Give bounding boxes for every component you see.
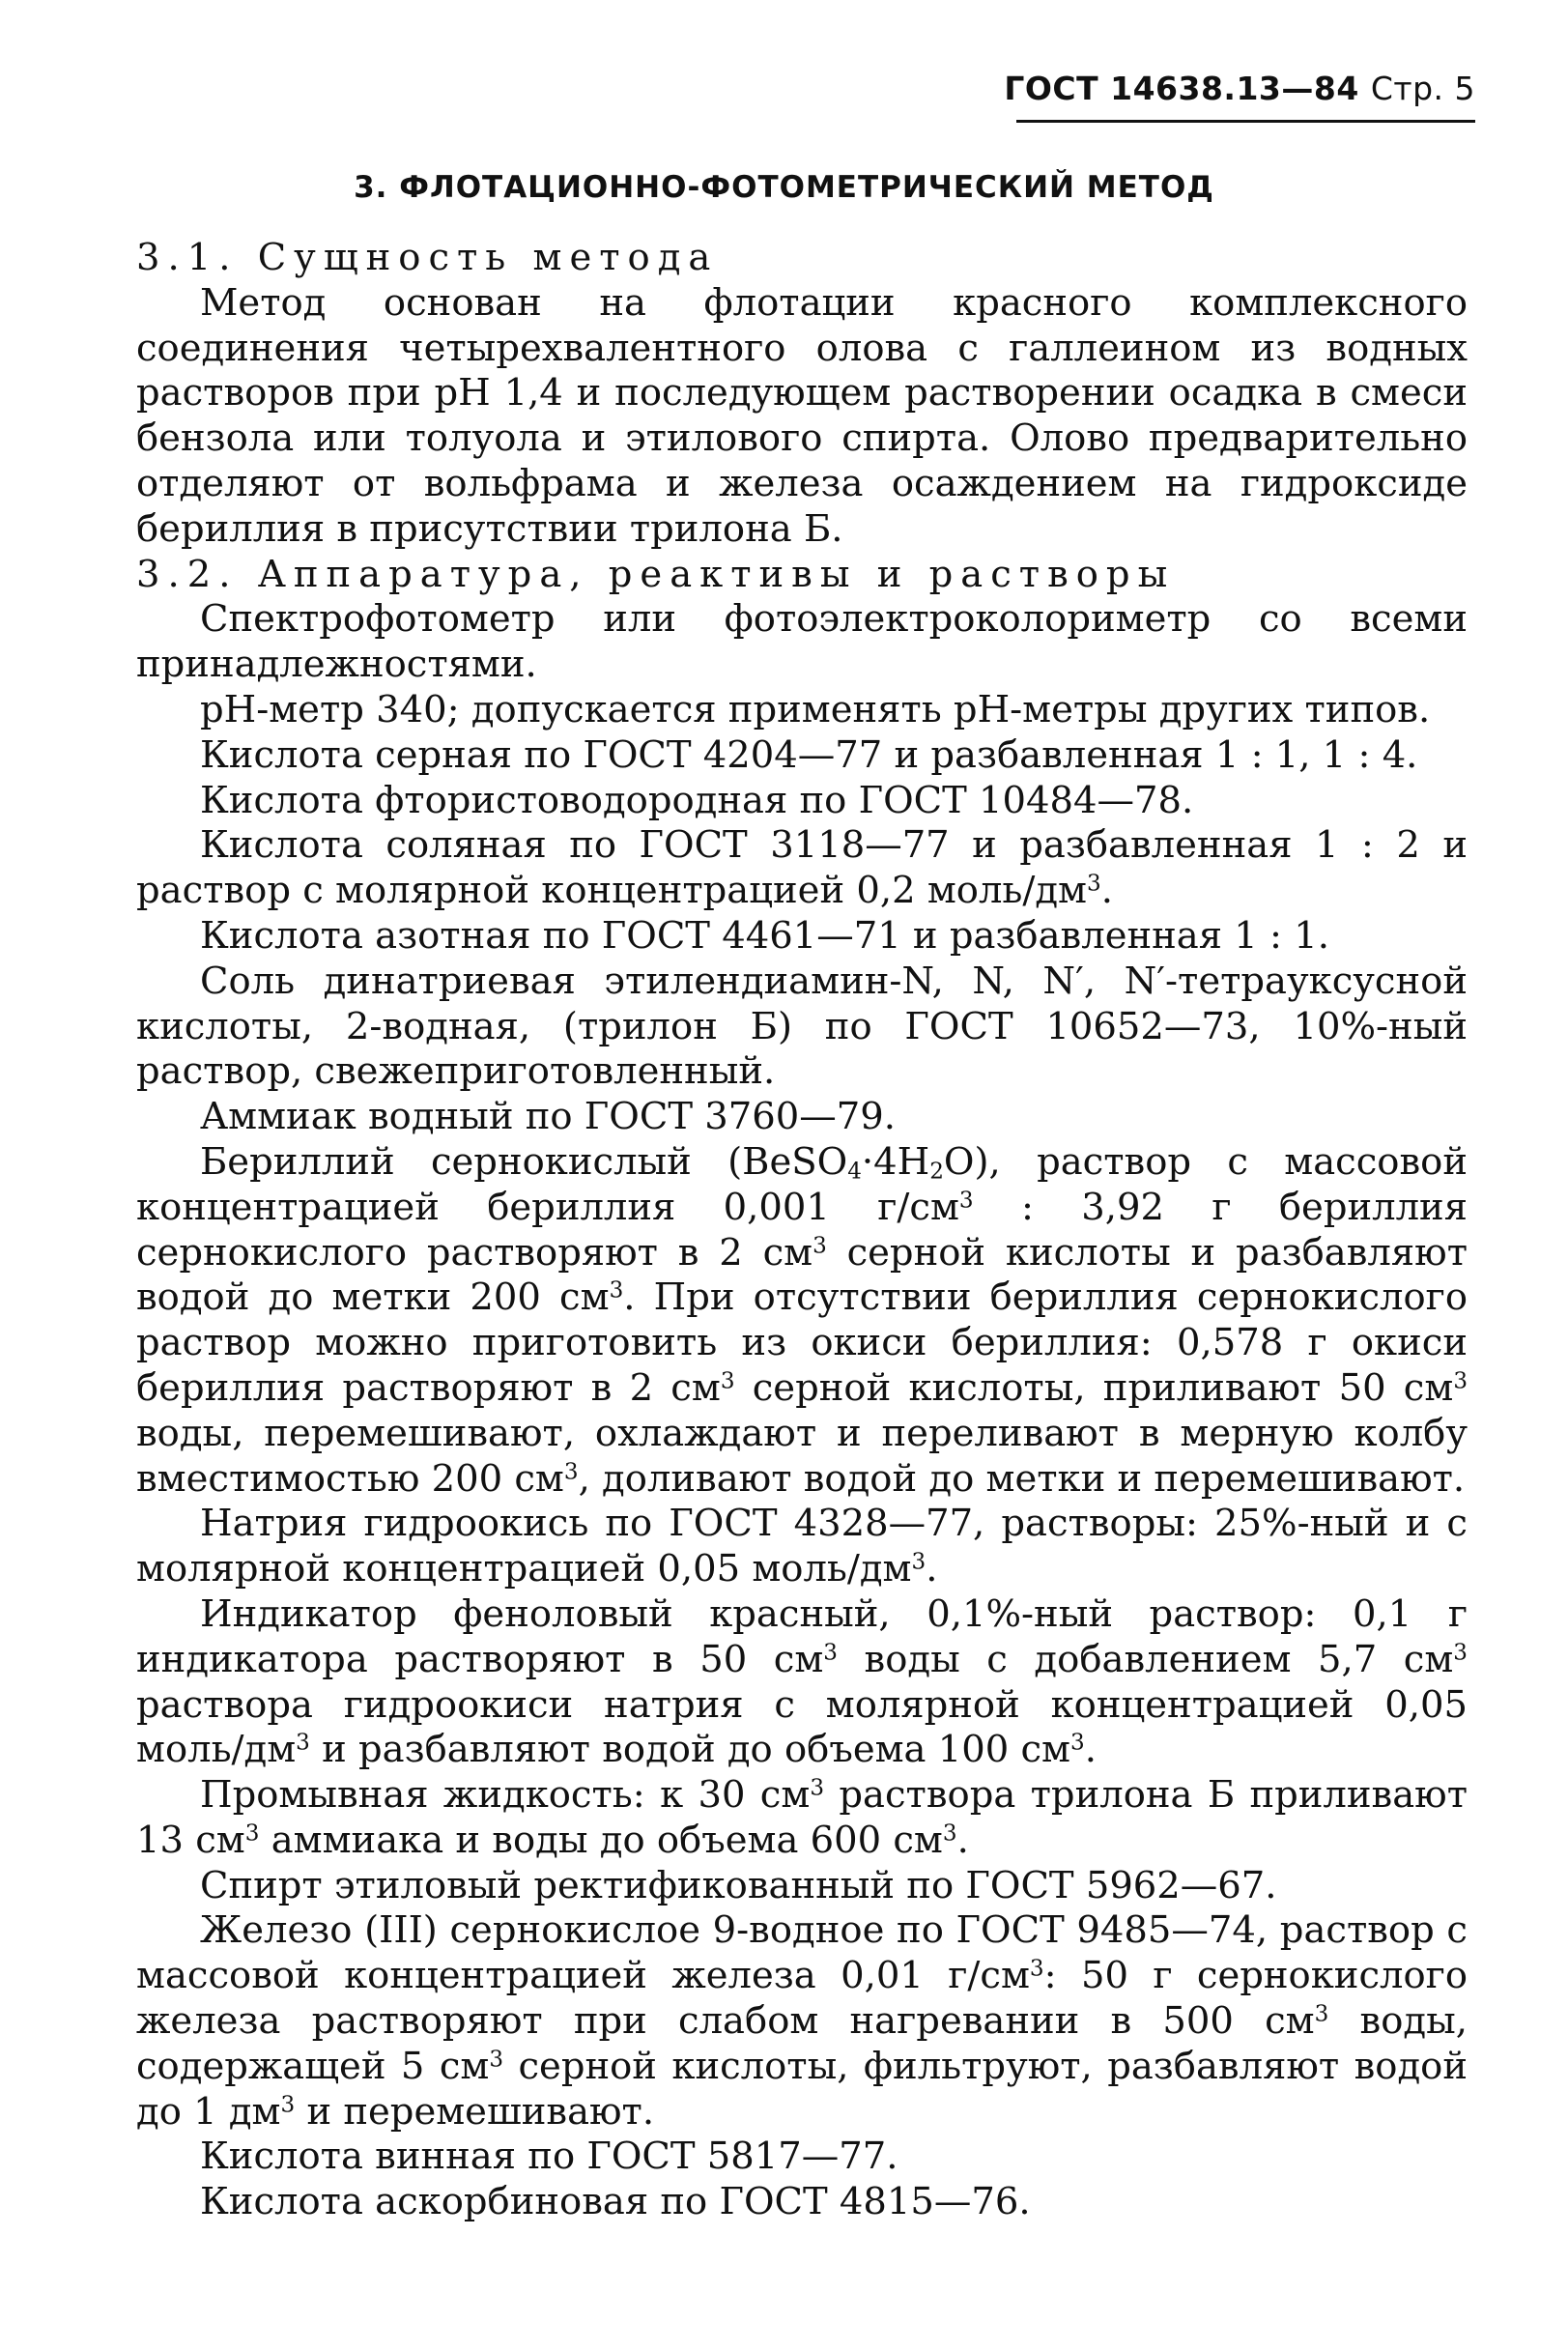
page-header	[1004, 70, 1475, 107]
item-trilon-b: Соль динатриевая этилендиамин-N, N, N′, N′-тетрауксусной кислоты, 2-водная, (трилон Б) по ГОСТ 10652—73, 10%-ный раствор, свежеприготовленный.	[136, 959, 1468, 1094]
item-ammonia: Аммиак водный по ГОСТ 3760—79.	[200, 1095, 896, 1139]
item-nitric-acid: Кислота азотная по ГОСТ 4461—71 и разбавленная 1 : 1.	[200, 913, 1329, 958]
item-beryllium-sulfate: Бериллий сернокислый $(BeSO_4\cdot 4H_2O)$, раствор с массовой концентрацией бериллия 0,001 $г/см^3$ : 3,92 г бериллия сернокислого растворяют в 2 $см^3$ серной кислоты и разбавляют водой до метки 200 $см^3$. При отсутствии бериллия сернокислого раствор можно приготовить из окиси бериллия: 0,578 г окиси бериллия растворяют в 2 $см^3$ серной кислоты, приливают 50 $см^3$ воды, перемешивают, охлаждают и переливают в мерную колбу вместимостью 200 $см^3$, доливают водой до метки и перемешивают.	[136, 1139, 1468, 1501]
section-title: 3. ФЛОТАЦИОННО-ФОТОМЕТРИЧЕСКИЙ МЕТОД	[354, 170, 1214, 205]
item-sodium-hydroxide: Натрия гидроокись по ГОСТ 4328—77, растворы: 25%-ный и с молярной концентрацией 0,05 моль/$дм^3$.	[136, 1502, 1468, 1591]
page-number: Стр. 5	[1370, 70, 1475, 107]
item-sulfuric-acid: Кислота серная по ГОСТ 4204—77 и разбавленная 1 : 1, 1 : 4.	[200, 732, 1418, 777]
document-body	[136, 236, 1468, 2225]
item-washing-liquid: Промывная жидкость: к 30 $см^3$ раствора трилона Б приливают 13 $см^3$ аммиака и воды до объема 600 $см^3$.	[136, 1773, 1468, 1862]
item-hydrofluoric-acid: Кислота фтористоводородная по ГОСТ 10484—78.	[200, 778, 1194, 822]
section-3-1-heading: 3.1. Сущность метода	[136, 236, 719, 279]
item-phenol-red-indicator: Индикатор феноловый красный, 0,1%-ный раствор: 0,1 г индикатора растворяют в 50 $см^3$ воды с добавлением 5,7 $см^3$ раствора гидроокиси натрия с молярной концентрацией 0,05 моль/$дм^3$ и разбавляют водой до объема 100 $см^3$.	[136, 1591, 1468, 1772]
item-iron-sulfate: Железо (III) сернокислое 9-водное по ГОСТ 9485—74, раствор с массовой концентрацией железа 0,01 $г/см^3$: 50 г сернокислого железа растворяют при слабом нагревании в 500 $см^3$ воды, содержащей 5 $см^3$ серной кислоты, фильтруют, разбавляют водой до 1 $дм^3$ и перемешивают.	[136, 1908, 1468, 2134]
doc-number: ГОСТ 14638.13—84	[1004, 70, 1359, 107]
item-ascorbic-acid: Кислота аскорбиновая по ГОСТ 4815—76.	[200, 2180, 1031, 2224]
item-ph-meter: pH-метр 340; допускается применять pH-метры других типов.	[200, 687, 1431, 731]
item-hydrochloric-acid: Кислота соляная по ГОСТ 3118—77 и разбавленная 1 : 2 и раствор с молярной концентрацией 0,2 моль/$дм^3$.	[136, 823, 1468, 913]
item-ethyl-alcohol: Спирт этиловый ректификованный по ГОСТ 5962—67.	[200, 1863, 1277, 1907]
paragraph-method-essence: Метод основан на флотации красного комплексного соединения четырехвалентного олова с галлеином из водных растворов при pH 1,4 и последующем растворении осадка в смеси бензола или толуола и этилового спирта. Олово предварительно отделяют от вольфрама и железа осаждением на гидроксиде бериллия в присутствии трилона Б.	[136, 280, 1468, 551]
section-3-2-heading: 3.2. Аппаратура, реактивы и растворы	[136, 552, 1176, 596]
item-spectrophotometer: Спектрофотометр или фотоэлектроколориметр со всеми принадлежностями.	[136, 597, 1468, 687]
header-rule	[1016, 120, 1475, 123]
item-tartaric-acid: Кислота винная по ГОСТ 5817—77.	[200, 2135, 898, 2179]
